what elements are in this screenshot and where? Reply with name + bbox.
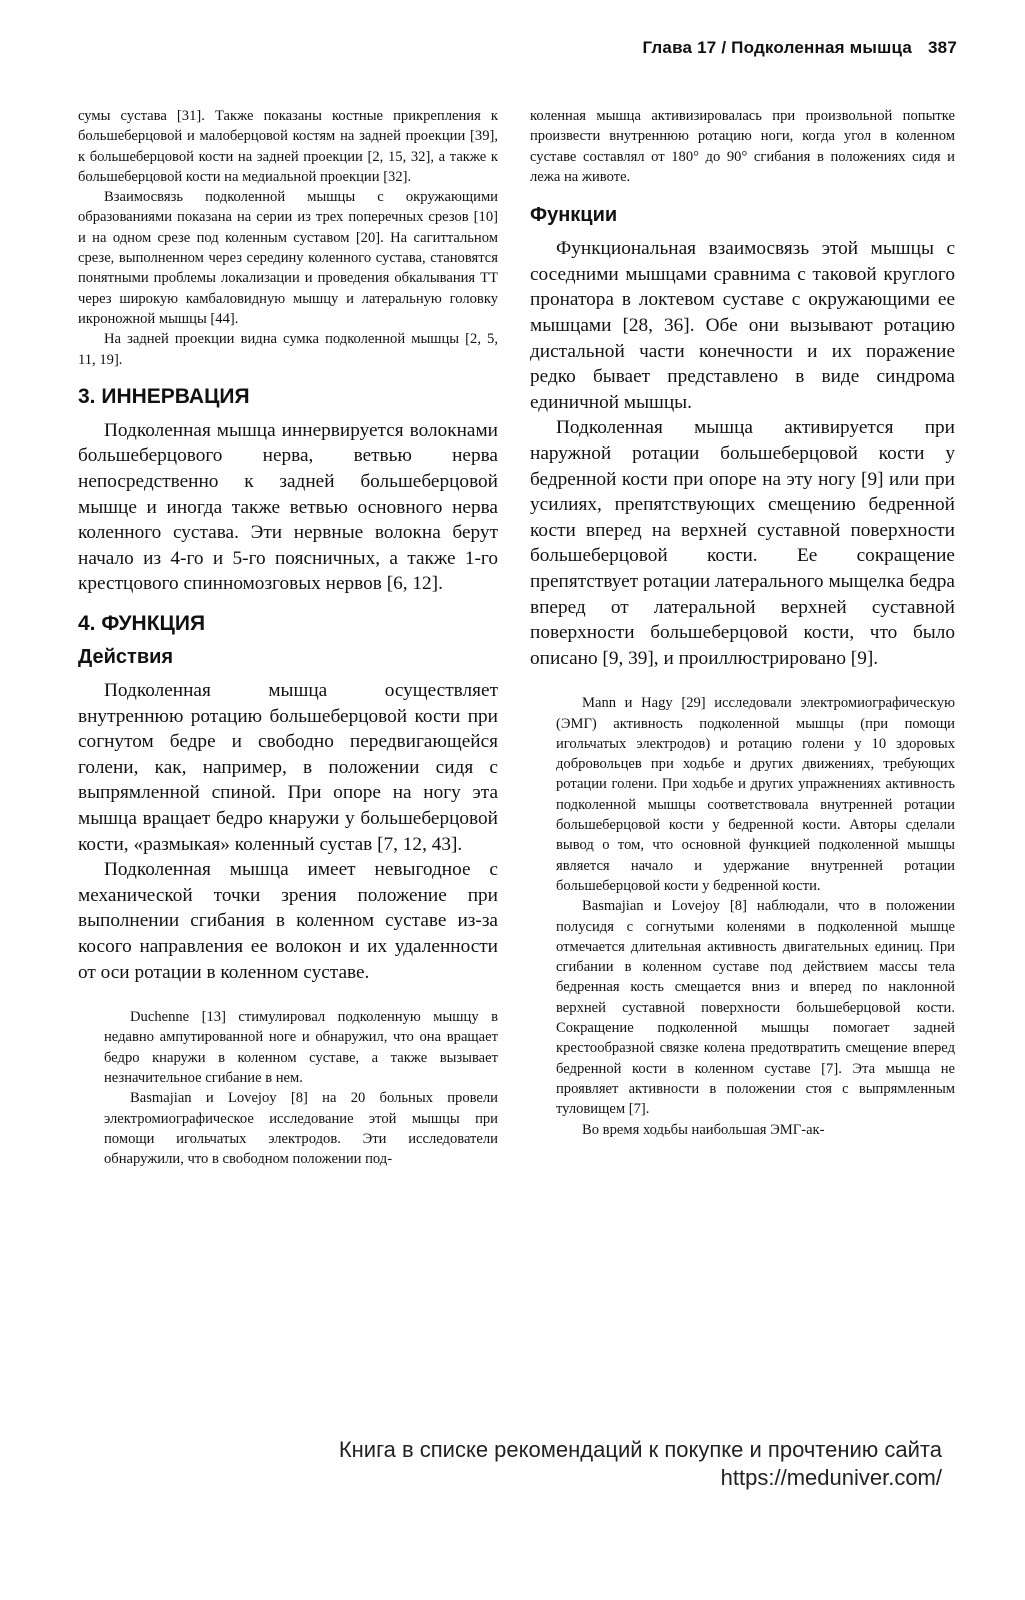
- paragraph: Во время ходьбы наибольшая ЭМГ-ак-: [582, 1121, 825, 1138]
- left-column: [78, 106, 498, 1170]
- watermark-text: Книга в списке рекомендаций к покупке и прочтению сайта https://meduniver.com/: [338, 1437, 942, 1490]
- actions-block: [78, 678, 498, 985]
- paragraph: Подколенная мышца имеет невыгодное с механической точки зрения положение при выполнении сгибания в коленном суставе из-за косого направления ее волокон и их удаленности от оси ротации в коленном суставе.: [78, 859, 498, 983]
- paragraph: На задней проекции видна сумка подколенной мышцы [2, 5, 11, 19].: [78, 331, 498, 368]
- paragraph: Функциональная взаимосвязь этой мышцы с соседними мышцами сравнима с таковой круглого пронатора в локтевом суставе с окружающими ее мышцами [28, 36]. Обе они вызывают ротацию дистальной части конечности и их поражение редко бывает представлено в виде синдрома единичной мышцы.: [530, 238, 955, 413]
- running-title: Глава 17 / Подколенная мышца: [642, 38, 913, 57]
- paragraph: Basmajian и Lovejoy [8] наблюдали, что в положении полусидя с согнутыми коленями в подколенной мышце отмечается длительная активность двигательных единиц. При сгибании в коленном суставе под действием массы тела бедренная кость смещается вниз и вперед по наклонной верхней суставной поверхности большеберцовой кости. Сокращение подколенной мышцы помогает задней крестообразной связке колена предотвратить смещение вперед бедренной кости в коленном суставе [7]. Эта мышца не проявляет активности в положении стоя с выпрямленным туловищем [7].: [556, 898, 955, 1118]
- studies-block-left: [78, 1007, 498, 1169]
- page-number: 387: [928, 38, 957, 57]
- functions-block: [530, 236, 955, 671]
- subheading-functions: Функции: [530, 204, 618, 227]
- paragraph: сумы сустава [31]. Также показаны костные прикрепления к большеберцовой и малоберцовой костям на задней проекции [39], к большеберцовой кости на задней проекции [2, 15, 32], а также к большеберцовой кости на медиальной проекции [32].: [78, 108, 498, 185]
- paragraph: Взаимосвязь подколенной мышцы с окружающими образованиями показана на серии из трех поперечных срезов [10] и на одном срезе под коленным суставом [20]. На сагиттальном срезе, выполненном через середину коленного сустава, становятся понятными проблемы локализации и проведения обкалывания ТТ через широкую камбаловидную мышцу и латеральную головку икроножной мышцы [44].: [78, 189, 498, 327]
- paragraph: Подколенная мышца активируется при наружной ротации большеберцовой кости у бедренной кости при опоре на эту ногу [9] или при усилиях, препятствующих смещению бедренной кости вперед на верхней суставной поверхности большеберцовой кости. Ее сокращение препятствует ротации латерального мыщелка бедра вперед от латеральной верхней суставной поверхности большеберцовой кости, что было описано [9, 39], и проиллюстрировано [9].: [530, 417, 955, 669]
- studies-block-right: [530, 693, 955, 1140]
- paragraph: Подколенная мышца иннервируется волокнами большеберцового нерва, ветвью нерва непосредственно к задней большеберцовой мышце и иногда также ветвью основного нерва коленного сустава. Эти нервные волокна берут начало из 4-го и 5-го поясничных, а также 1-го крестцового спинномозговых нервов [6, 12].: [78, 419, 498, 595]
- subheading-actions: Действия: [78, 646, 174, 669]
- paragraph: Подколенная мышца осуществляет внутреннюю ротацию большеберцовой кости при согнутом бедре и свободно передвигающейся голени, как, например, в положении сидя с выпрямленной спиной. При опоре на ногу эта мышца вращает бедро кнаружи у большеберцовой кости, «размыкая» коленный сустав [7, 12, 43].: [78, 680, 498, 855]
- innervation-block: [78, 418, 498, 597]
- right-column: [530, 106, 955, 1140]
- running-head: [642, 38, 957, 58]
- paragraph: коленная мышца активизировалась при произвольной попытке произвести внутреннюю ротацию ноги, когда угол в коленном суставе составлял от 180° до 90° сгибания в положениях сидя и лежа на животе.: [530, 108, 955, 185]
- continued-block: [530, 106, 955, 187]
- paragraph: Mann и Hagy [29] исследовали электромиографическую (ЭМГ) активность подколенной мышцы (при помощи игольчатых электродов) и ротацию голени у 10 здоровых добровольцев при ходьбе и других движениях, требующих ротации голени. При ходьбе и других упражнениях активность подколенной мышцы соответствовала внутренней ротации большеберцовой кости у бедренной кости. Авторы сделали вывод о том, что основной функцией подколенной мышцы является начало и удержание внутренней ротации большеберцовой кости у бедренной кости.: [556, 695, 955, 894]
- intro-block: [78, 106, 498, 370]
- section-heading-function: 4. ФУНКЦИЯ: [78, 612, 206, 636]
- section-heading-innervation: 3. ИННЕРВАЦИЯ: [78, 384, 250, 408]
- paragraph: Duchenne [13] стимулировал подколенную мышцу в недавно ампутированной ноге и обнаружил, что она вращает бедро кнаружи в коленном суставе, а также вызывает незначительное сгибание в нем.: [104, 1009, 498, 1087]
- paragraph: Basmajian и Lovejoy [8] на 20 больных провели электромиографическое исследование этой мышцы при помощи игольчатых электродов. Эти исследователи обнаружили, что в свободном положении под-: [104, 1090, 498, 1168]
